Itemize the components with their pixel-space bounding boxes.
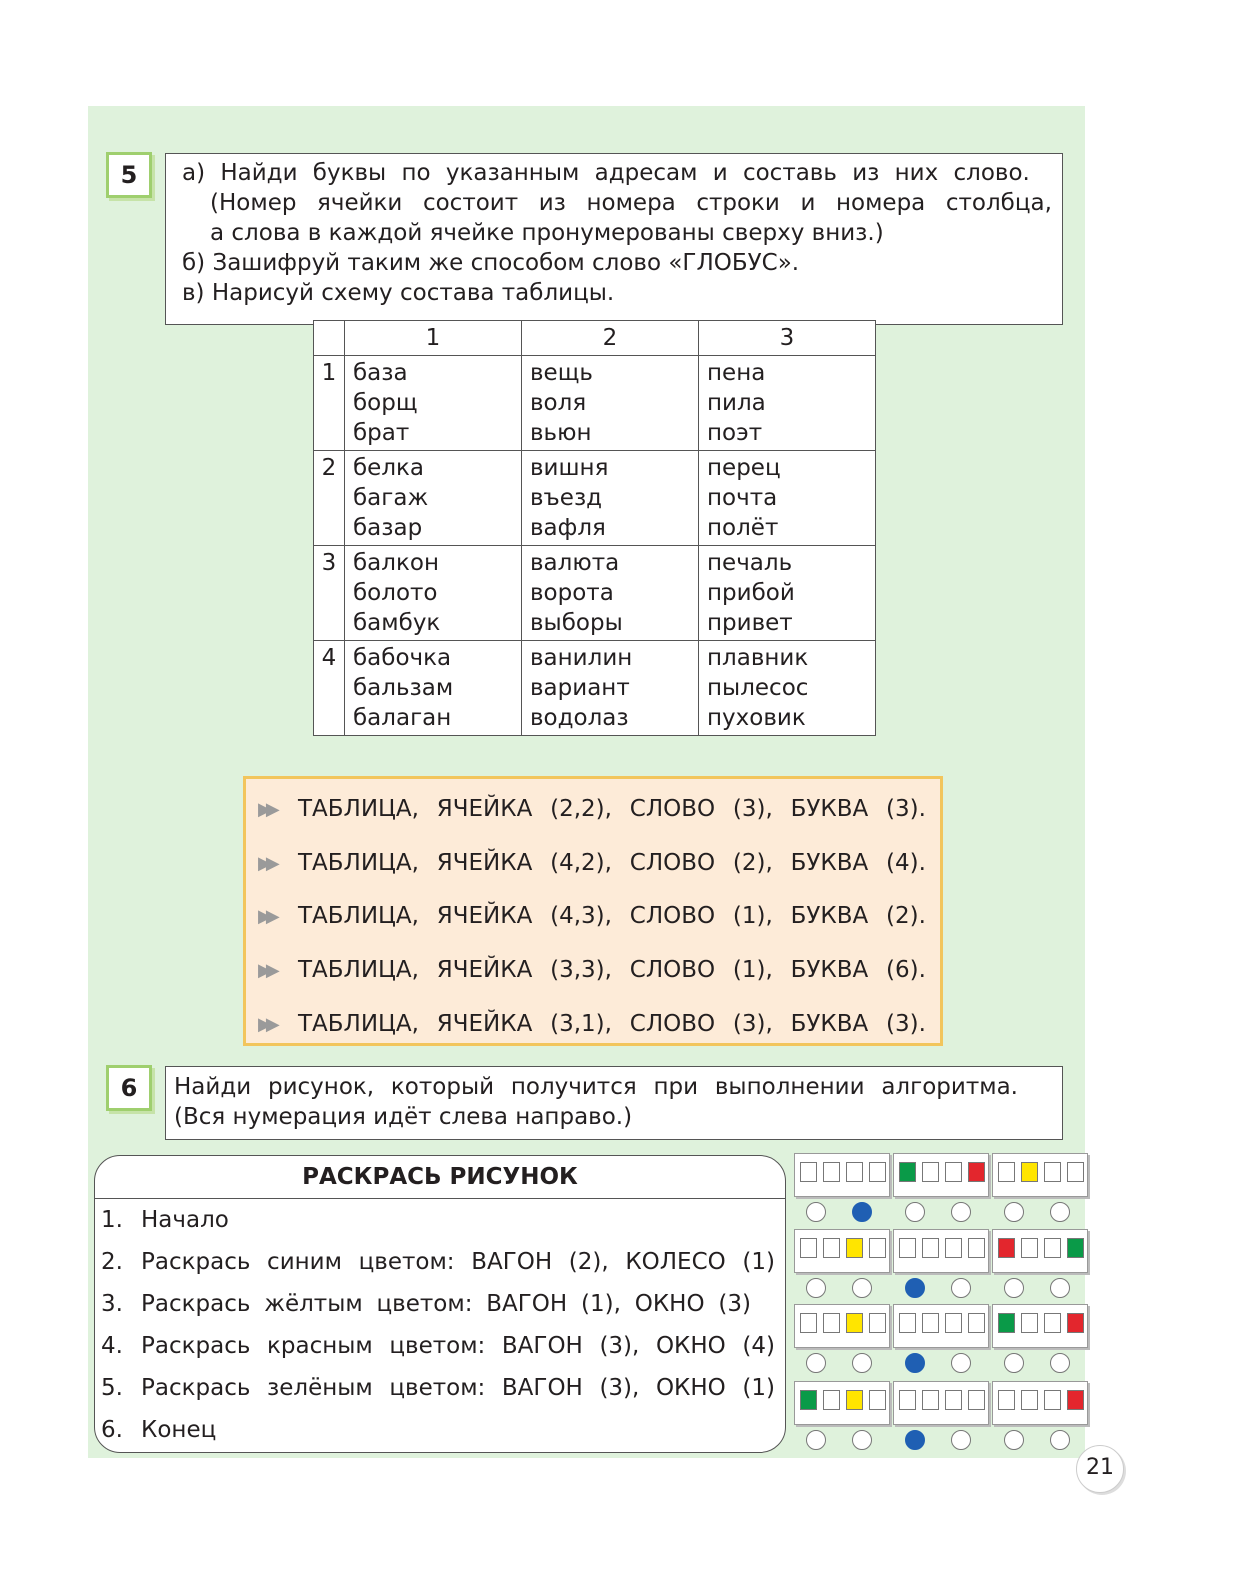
table-row [314,641,876,736]
address-text: ТАБЛИЦА, ЯЧЕЙКА (4,3), СЛОВО (1), БУКВА (2). [298,903,926,929]
task5-line-c: в) Нарисуй схему состава таблицы. [182,280,615,306]
cell-word: водолаз [530,705,629,731]
cell-word: вьюн [530,420,592,446]
wagon-body [794,1381,890,1425]
cell-word: брат [353,420,410,446]
wagon-window [800,1162,817,1182]
train-wagon-option[interactable] [992,1304,1088,1374]
wagon-body [893,1153,989,1197]
cell-word: вишня [530,455,609,481]
wagon-window [1021,1313,1038,1333]
cell-word: пуховик [707,705,806,731]
cell-word: бабочка [353,645,452,671]
wagon-wheel [852,1353,872,1373]
wagon-body [893,1381,989,1425]
train-wagon-option[interactable] [992,1153,1088,1223]
task5-instructions [165,153,1063,325]
cell-word: пена [707,360,766,386]
address-text: ТАБЛИЦА, ЯЧЕЙКА (4,2), СЛОВО (2), БУКВА (4). [298,850,926,876]
wagon-window [823,1162,840,1182]
wagon-window [968,1313,985,1333]
wagon-window [968,1390,985,1410]
cell-word: борщ [353,390,418,416]
wagon-window [998,1162,1015,1182]
double-arrow-icon: ▶▶ [258,905,274,927]
train-wagon-option[interactable] [893,1381,989,1451]
table-cell [522,641,699,736]
wagon-window [922,1162,939,1182]
wagon-window [899,1238,916,1258]
wagon-body [992,1304,1088,1348]
algorithm-step [95,1199,785,1241]
cell-word: прибой [707,580,795,606]
address-line [258,1004,926,1044]
table-row [314,451,876,546]
address-line [258,843,926,883]
wagon-window [869,1390,886,1410]
row-header: 1 [314,356,345,451]
wagon-window [1067,1390,1084,1410]
cell-word: балаган [353,705,452,731]
step-text: Начало [141,1207,229,1233]
algorithm-step [95,1325,785,1367]
address-line [258,789,926,829]
cell-word: почта [707,485,778,511]
cell-word: бальзам [353,675,454,701]
wagon-window [800,1390,817,1410]
wagon-body [992,1229,1088,1273]
row-header: 4 [314,641,345,736]
wagon-window [998,1390,1015,1410]
wagon-window [1044,1238,1061,1258]
algorithm-box [94,1155,786,1453]
wagon-wheel [806,1202,826,1222]
cell-word: бамбук [353,610,441,636]
wagon-wheel [1050,1430,1070,1450]
cell-word: валюта [530,550,620,576]
wagon-wheel [852,1430,872,1450]
wagon-window [899,1390,916,1410]
col-header: 1 [345,321,522,356]
wagon-wheel [1004,1278,1024,1298]
task6-instructions [165,1066,1063,1140]
algorithm-title: РАСКРАСЬ РИСУНОК [95,1156,785,1199]
step-number: 4. [101,1333,123,1359]
step-number: 1. [101,1207,123,1233]
wagon-window [1021,1390,1038,1410]
task6-line-1: Найди рисунок, который получится при выполнении алгоритма. [174,1074,1018,1100]
step-number: 6. [101,1417,123,1443]
wagon-window [823,1238,840,1258]
wagon-wheel [905,1278,925,1298]
task6-number-badge: 6 [106,1065,152,1111]
table-cell [522,451,699,546]
table-cell [699,546,876,641]
wagon-window [1021,1162,1038,1182]
wagon-wheel [1004,1202,1024,1222]
wagon-window [968,1162,985,1182]
cell-word: воля [530,390,587,416]
wagon-window [869,1238,886,1258]
train-wagon-option[interactable] [893,1153,989,1223]
wagon-window [800,1238,817,1258]
table-corner-cell [314,321,345,356]
wagon-body [992,1153,1088,1197]
wagon-window [998,1238,1015,1258]
cell-word: вариант [530,675,630,701]
step-text: Раскрась жёлтым цветом: ВАГОН (1), ОКНО (3) [141,1291,751,1317]
wagon-window [823,1390,840,1410]
cell-word: багаж [353,485,429,511]
wagon-window [945,1390,962,1410]
wagon-wheel [951,1278,971,1298]
train-wagon-option[interactable] [992,1229,1088,1299]
wagon-window [869,1313,886,1333]
table-row [314,356,876,451]
cell-word: выборы [530,610,623,636]
step-text: Конец [141,1417,217,1443]
wagon-wheel [1050,1353,1070,1373]
wagon-window [1067,1162,1084,1182]
step-number: 5. [101,1375,123,1401]
wagon-window [869,1162,886,1182]
double-arrow-icon: ▶▶ [258,852,274,874]
cell-word: база [353,360,408,386]
wagon-window [1044,1390,1061,1410]
table-cell [699,356,876,451]
table-cell [699,451,876,546]
wagon-window [1021,1238,1038,1258]
table-cell [345,451,522,546]
wagon-window [899,1313,916,1333]
task5-line-b: б) Зашифруй таким же способом слово «ГЛОБУС». [182,250,800,276]
wagon-window [1067,1313,1084,1333]
cell-word: белка [353,455,425,481]
cell-word: плавник [707,645,809,671]
step-number: 2. [101,1249,123,1275]
cell-word: балкон [353,550,439,576]
address-box [243,776,943,1046]
table-row [314,546,876,641]
step-number: 3. [101,1291,123,1317]
row-header: 2 [314,451,345,546]
row-header: 3 [314,546,345,641]
double-arrow-icon: ▶▶ [258,959,274,981]
train-wagon-option[interactable] [992,1381,1088,1451]
wagon-wheel [852,1202,872,1222]
wagon-wheel [905,1202,925,1222]
wagon-window [945,1162,962,1182]
task6-line-2: (Вся нумерация идёт слева направо.) [174,1104,633,1130]
cell-word: базар [353,515,423,541]
address-text: ТАБЛИЦА, ЯЧЕЙКА (3,1), СЛОВО (3), БУКВА (3). [298,1011,926,1037]
task5-line-a: а) Найди буквы по указанным адресам и составь из них слово. [182,160,1030,186]
wagon-window [846,1162,863,1182]
task5-line-a2: (Номер ячейки состоит из номера строки и номера столбца, [210,190,1052,216]
wagon-wheel [806,1278,826,1298]
double-arrow-icon: ▶▶ [258,1013,274,1035]
wagon-window [998,1313,1015,1333]
wagon-body [794,1304,890,1348]
cell-word: поэт [707,420,763,446]
address-text: ТАБЛИЦА, ЯЧЕЙКА (3,3), СЛОВО (1), БУКВА (6). [298,957,926,983]
cell-word: полёт [707,515,779,541]
wagon-window [1044,1313,1061,1333]
col-header: 2 [522,321,699,356]
step-text: Раскрась красным цветом: ВАГОН (3), ОКНО (4) [141,1333,775,1359]
wagon-wheel [951,1430,971,1450]
table-cell [522,356,699,451]
cell-word: пылесос [707,675,809,701]
step-text: Раскрась синим цветом: ВАГОН (2), КОЛЕСО (1) [141,1249,775,1275]
wagon-wheel [1050,1278,1070,1298]
page-number: 21 [1076,1445,1124,1493]
algorithm-step [95,1409,785,1451]
double-arrow-icon: ▶▶ [258,798,274,820]
table-header-row [314,321,876,356]
wagon-window [922,1238,939,1258]
wagon-window [1067,1238,1084,1258]
cell-word: вафля [530,515,606,541]
train-wagon-option[interactable] [794,1153,890,1223]
cell-word: въезд [530,485,603,511]
wagon-body [893,1304,989,1348]
train-wagon-option[interactable] [893,1229,989,1299]
cell-word: ванилин [530,645,633,671]
wagon-window [922,1390,939,1410]
wagon-window [846,1238,863,1258]
address-line [258,896,926,936]
wagon-window [800,1313,817,1333]
cell-word: перец [707,455,781,481]
algorithm-step [95,1241,785,1283]
table-cell [345,356,522,451]
wagon-window [846,1313,863,1333]
wagon-window [945,1238,962,1258]
wagon-window [945,1313,962,1333]
step-text: Раскрась зелёным цветом: ВАГОН (3), ОКНО (1) [141,1375,775,1401]
train-wagon-option[interactable] [893,1304,989,1374]
wagon-window [823,1313,840,1333]
cell-word: пила [707,390,766,416]
algorithm-step [95,1283,785,1325]
wagon-wheel [905,1353,925,1373]
cell-word: печаль [707,550,793,576]
wagon-wheel [1004,1353,1024,1373]
wagon-wheel [1004,1430,1024,1450]
task5-number-badge: 5 [106,152,152,198]
wagon-wheel [852,1278,872,1298]
wagon-wheel [806,1353,826,1373]
cell-word: болото [353,580,438,606]
wagon-window [922,1313,939,1333]
table-cell [345,546,522,641]
table-cell [699,641,876,736]
cell-word: ворота [530,580,614,606]
wagon-wheel [905,1430,925,1450]
cell-word: привет [707,610,793,636]
col-header: 3 [699,321,876,356]
wagon-window [1044,1162,1061,1182]
algorithm-step [95,1367,785,1409]
wagon-body [992,1381,1088,1425]
cell-word: вещь [530,360,593,386]
table-cell [345,641,522,736]
wagon-wheel [1050,1202,1070,1222]
wagon-body [893,1229,989,1273]
wagon-window [968,1238,985,1258]
task5-line-a3: а слова в каждой ячейке пронумерованы сверху вниз.) [210,220,884,246]
wagon-body [794,1153,890,1197]
word-table [313,320,876,736]
wagon-window [899,1162,916,1182]
wagon-wheel [951,1202,971,1222]
wagon-window [846,1390,863,1410]
train-wagon-option[interactable] [794,1304,890,1374]
address-text: ТАБЛИЦА, ЯЧЕЙКА (2,2), СЛОВО (3), БУКВА (3). [298,796,926,822]
table-cell [522,546,699,641]
train-wagon-option[interactable] [794,1381,890,1451]
wagon-wheel [951,1353,971,1373]
wagon-wheel [806,1430,826,1450]
address-line [258,950,926,990]
wagon-body [794,1229,890,1273]
train-wagon-option[interactable] [794,1229,890,1299]
